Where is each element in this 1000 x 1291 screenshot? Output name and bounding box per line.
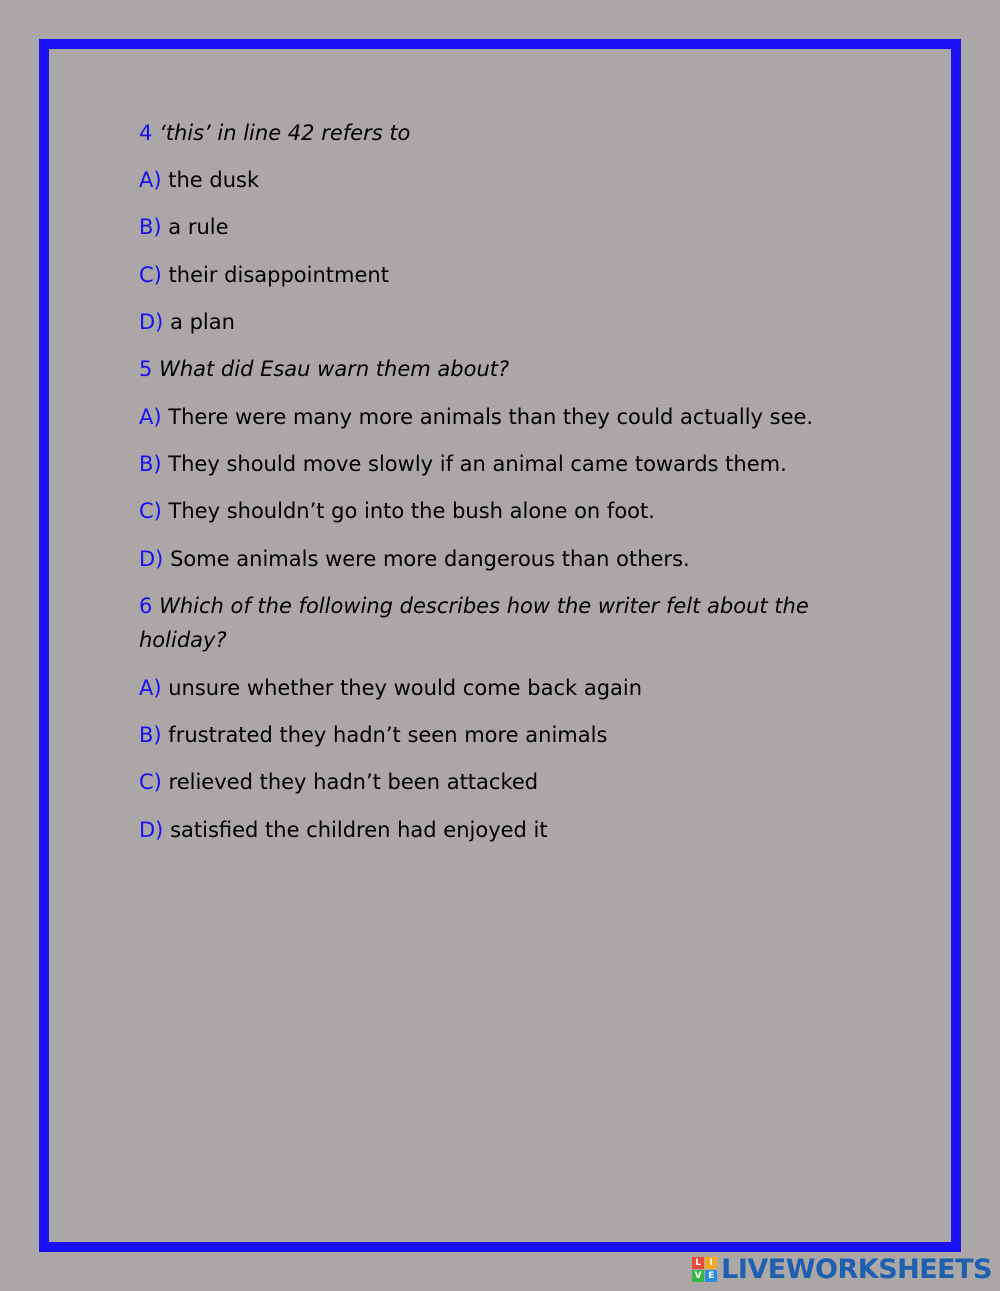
logo-letter: L: [692, 1257, 704, 1269]
option-4a[interactable]: [139, 163, 259, 197]
option-4b[interactable]: [139, 210, 229, 244]
liveworksheets-logo-icon: [692, 1257, 717, 1282]
option-6c[interactable]: [139, 765, 538, 799]
brand-name: LIVEWORKSHEETS: [721, 1253, 992, 1285]
option-label: A): [139, 676, 162, 700]
question-number: 6: [139, 594, 153, 618]
option-text: Some animals were more dangerous than others.: [170, 547, 690, 571]
option-text: the dusk: [168, 168, 260, 192]
option-text: They should move slowly if an animal came towards them.: [168, 452, 787, 476]
option-5a[interactable]: [139, 400, 813, 434]
option-label: A): [139, 168, 162, 192]
option-text: a plan: [170, 310, 235, 334]
option-text: There were many more animals than they could actually see.: [168, 405, 814, 429]
option-6b[interactable]: [139, 718, 607, 752]
option-text: a rule: [168, 215, 229, 239]
option-5d[interactable]: [139, 542, 690, 576]
option-text: their disappointment: [168, 263, 389, 287]
option-6d[interactable]: [139, 813, 548, 847]
option-text: frustrated they hadn’t seen more animals: [168, 723, 608, 747]
question-text: ‘this’ in line 42 refers to: [159, 121, 411, 145]
option-5c[interactable]: [139, 494, 655, 528]
option-text: satisfied the children had enjoyed it: [170, 818, 548, 842]
logo-letter: V: [692, 1270, 704, 1282]
option-text: relieved they hadn’t been attacked: [168, 770, 539, 794]
option-label: C): [139, 770, 162, 794]
question-number: 4: [139, 121, 153, 145]
logo-letter: I: [705, 1257, 717, 1269]
option-4d[interactable]: [139, 305, 235, 339]
option-label: C): [139, 263, 162, 287]
option-6a[interactable]: [139, 671, 642, 705]
option-text: unsure whether they would come back again: [168, 676, 643, 700]
option-label: A): [139, 405, 162, 429]
question-4: [139, 116, 410, 150]
option-text: They shouldn’t go into the bush alone on foot.: [168, 499, 655, 523]
option-5b[interactable]: [139, 447, 787, 481]
question-text: Which of the following describes how the writer felt about the holiday?: [139, 594, 809, 652]
option-label: C): [139, 499, 162, 523]
option-label: D): [139, 818, 164, 842]
option-label: B): [139, 452, 162, 476]
question-6: [139, 589, 859, 657]
option-label: B): [139, 215, 162, 239]
question-5: [139, 352, 509, 386]
liveworksheets-footer: [692, 1251, 992, 1287]
option-4c[interactable]: [139, 258, 389, 292]
logo-letter: E: [705, 1270, 717, 1282]
question-text: What did Esau warn them about?: [159, 357, 510, 381]
option-label: D): [139, 547, 164, 571]
option-label: D): [139, 310, 164, 334]
question-number: 5: [139, 357, 153, 381]
option-label: B): [139, 723, 162, 747]
